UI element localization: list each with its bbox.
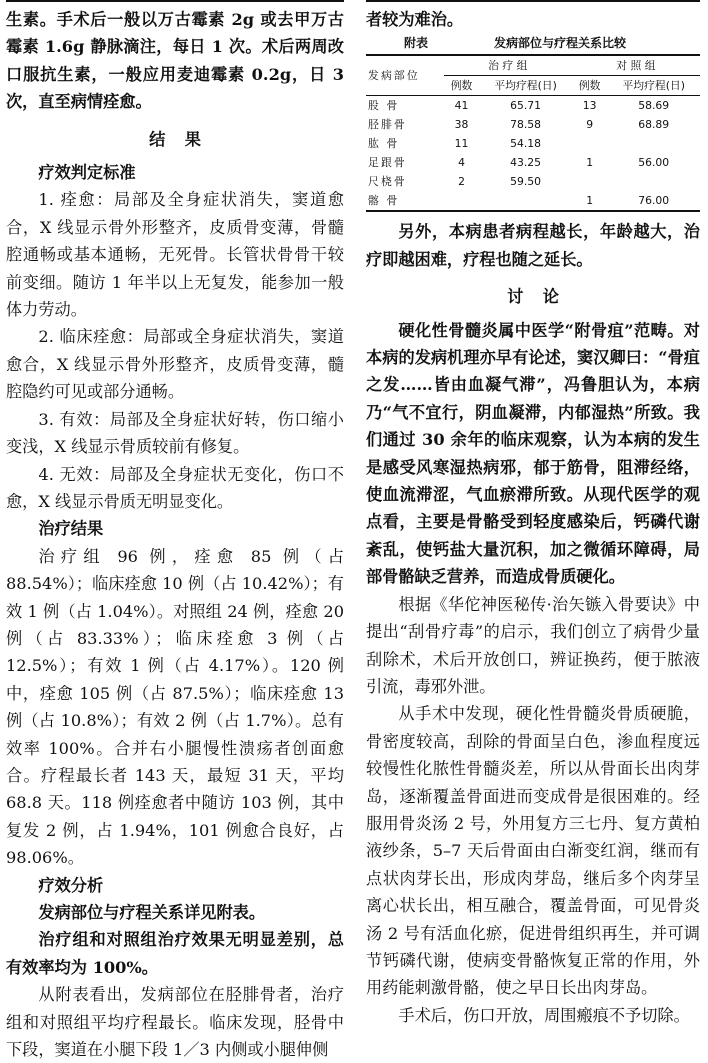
col-header-ctrl-avg: 平均疗程(日) xyxy=(607,76,700,96)
cell-treat-cases: 4 xyxy=(458,156,465,170)
cell-site: 髂 骨 xyxy=(366,191,444,211)
site-duration-table xyxy=(366,54,700,212)
analysis-paragraph-1: 发病部位与疗程关系详见附表。 xyxy=(38,903,266,922)
table-row xyxy=(366,172,700,191)
cell-ctrl-cases: 1 xyxy=(572,191,608,211)
table-row xyxy=(366,96,700,116)
after-table-paragraph: 另外，本病患者病程越长，年龄越大，治疗即越困难，疗程也随之延长。 xyxy=(366,222,700,269)
treatment-results-subheading: 治疗结果 xyxy=(38,519,104,539)
criterion-clinical-cured: 2. 临床痊愈：局部或全身症状消失，窦道愈合，X 线显示骨外形整齐，皮质骨变薄，髓腔隐约可见或部分通畅。 xyxy=(6,327,344,402)
cell-ctrl-cases: 1 xyxy=(586,156,594,170)
cell-ctrl-avg: 76.00 xyxy=(607,191,700,211)
discussion-paragraph-1: 硬化性骨髓炎属中医学“附骨疽”范畴。对本病的发病机理亦早有论述，窦汉卿曰：“骨疽之发……皆由血凝气滞”，冯鲁胆认为，本病乃“气不宜行，阴血凝滞，内郁湿热”所致。我们通过 30 余年的临床观察，认为本病的发生是感受风寒湿热病邪，郁于筋骨，阻滞经络，使血流滞涩，气血瘀滞所致。从现代医学的观点看，主要是骨骼受到轻度感染后，钙磷代谢紊乱，使钙盐大量沉积，加之微循环障碍，局部骨骼缺乏营养，而造成骨质硬化。 xyxy=(366,320,700,587)
top-rule-left xyxy=(6,0,344,2)
cell-treat-avg: 54.18 xyxy=(510,137,542,151)
results-heading: 结果 xyxy=(149,129,221,149)
cell-treat-cases: 11 xyxy=(454,137,469,151)
cell-treat-avg: 59.50 xyxy=(510,175,542,189)
discussion-paragraph-3: 从手术中发现，硬化性骨髓炎骨质硬脆，骨密度较高，刮除的骨面呈白色，渗血程度远较慢性化脓性骨髓炎差，所以从骨面长出肉芽岛，逐渐覆盖骨面进而变成骨是很困难的。经服用骨炎汤 2 号，外用复方三七丹、复方黄柏液纱条，5–7 天后骨面由白渐变红润，继而有点状肉芽长出，形成肉芽岛，继后多个肉芽呈离心状长出，相互融合，覆盖骨面，可见骨炎汤 2 号有活血化瘀，促进骨组织再生，并可调节钙磷代谢，使病变骨骼恢复正常的作用，外用药能刺激骨骼，使之早日长出肉芽岛。 xyxy=(366,704,700,998)
cell-treat-cases: 38 xyxy=(454,118,469,132)
analysis-subheading: 疗效分析 xyxy=(38,875,104,895)
cell-ctrl-avg: 58.69 xyxy=(638,99,670,113)
discussion-paragraph-4: 手术后，伤口开放，周围瘢痕不予切除。 xyxy=(398,1005,690,1025)
cell-treat-avg: 78.58 xyxy=(510,118,542,132)
cell-treat-cases xyxy=(444,191,480,211)
table-row xyxy=(366,134,700,153)
right-column xyxy=(366,6,700,1029)
cell-ctrl-avg: 56.00 xyxy=(638,156,670,170)
cell-site: 足跟骨 xyxy=(368,156,407,170)
discussion-paragraph-2: 根据《华佗神医秘传·治矢镞入骨要诀》中提出“刮骨疗毒”的启示，我们创立了病骨少量刮除术，术后开放创口，辨证换药，便于脓液引流，毒邪外泄。 xyxy=(366,594,700,696)
cell-treat-avg: 43.25 xyxy=(510,156,542,170)
cell-ctrl-cases xyxy=(572,134,608,153)
cell-site: 胫腓骨 xyxy=(368,118,407,132)
table-row xyxy=(366,153,700,172)
cell-site: 肱 骨 xyxy=(368,137,400,151)
col-header-site: 发病部位 xyxy=(366,55,444,96)
left-column xyxy=(6,6,344,1063)
cell-ctrl-avg xyxy=(607,134,700,153)
criterion-effective: 3. 有效：局部及全身症状好转，伤口缩小变浅，X 线显示骨质较前有修复。 xyxy=(6,409,344,457)
table-caption xyxy=(366,35,700,52)
cell-site: 尺桡骨 xyxy=(368,175,407,189)
cell-ctrl-avg xyxy=(607,172,700,191)
col-header-treatment-group: 治 疗 组 xyxy=(444,55,572,76)
top-rule-right xyxy=(366,0,700,2)
appendix-table-block xyxy=(366,35,700,212)
criteria-subheading: 疗效判定标准 xyxy=(38,163,136,183)
discussion-heading: 讨论 xyxy=(507,287,579,307)
cell-ctrl-cases: 13 xyxy=(582,99,597,113)
treatment-results-paragraph: 治疗组 96 例，痊愈 85 例（占 88.54%）；临床痊愈 10 例（占 10.42%）；有效 1 例（占 1.04%）。对照组 24 例，痊愈 20 例（占 83.33%）；临床痊愈 3 例（占 12.5%）；有效 1 例（占 4.17%）。120 例中，痊愈 105 例（占 87.5%）；临床痊愈 13 例（占 10.8%）；有效 2 例（占 1.7%）。总有效率 100%。合并右小腿慢性溃疡者创面愈合。疗程最长者 143 天，最短 31 天，平均 68.8 天。118 例痊愈者中随访 103 例，其中复发 2 例，占 1.94%，101 例愈合良好，占 98.06%。 xyxy=(6,546,344,868)
analysis-paragraph-3: 从附表看出，发病部位在胫腓骨者，治疗组和对照组平均疗程最长。临床发现，胫骨中下段，窦道在小腿下段 1／3 内侧或小腿伸侧 xyxy=(6,985,344,1060)
cell-ctrl-cases xyxy=(572,172,608,191)
cell-treat-avg: 65.71 xyxy=(510,99,542,113)
cell-ctrl-avg: 68.89 xyxy=(638,118,670,132)
intro-paragraph: 生素。手术后一般以万古霉素 2g 或去甲万古霉素 1.6g 静脉滴注，每日 1 次。术后两周改口服抗生素，一般应用麦迪霉素 0.2g，日 3 次，直至病情痊愈。 xyxy=(6,10,344,112)
table-title: 发病部位与疗程关系比较 xyxy=(494,36,627,51)
cell-treat-avg xyxy=(479,191,571,211)
col-header-ctrl-cases: 例数 xyxy=(572,76,608,96)
criterion-ineffective: 4. 无效：局部及全身症状无变化，伤口不愈，X 线显示骨质无明显变化。 xyxy=(6,464,344,511)
col-header-treat-cases: 例数 xyxy=(444,76,480,96)
col-header-treat-avg: 平均疗程(日) xyxy=(479,76,571,96)
cell-ctrl-cases: 9 xyxy=(586,118,594,132)
continuation-text: 者较为难治。 xyxy=(366,10,464,29)
col-header-control-group: 对 照 组 xyxy=(572,55,700,76)
analysis-paragraph-2: 治疗组和对照组治疗效果无明显差别，总有效率均为 100%。 xyxy=(6,930,344,977)
cell-site: 股 骨 xyxy=(368,99,400,113)
criterion-cured: 1. 痊愈：局部及全身症状消失，窦道愈合，X 线显示骨外形整齐，皮质骨变薄，骨髓腔通畅或基本通畅，无死骨。长管状骨骨干较前变细。随访 1 年半以上无复发，能参加一般体力劳动。 xyxy=(6,190,344,320)
cell-treat-cases: 41 xyxy=(454,99,469,113)
table-row xyxy=(366,191,700,211)
table-row xyxy=(366,115,700,134)
table-label: 附表 xyxy=(404,36,429,51)
cell-treat-cases: 2 xyxy=(458,175,465,189)
